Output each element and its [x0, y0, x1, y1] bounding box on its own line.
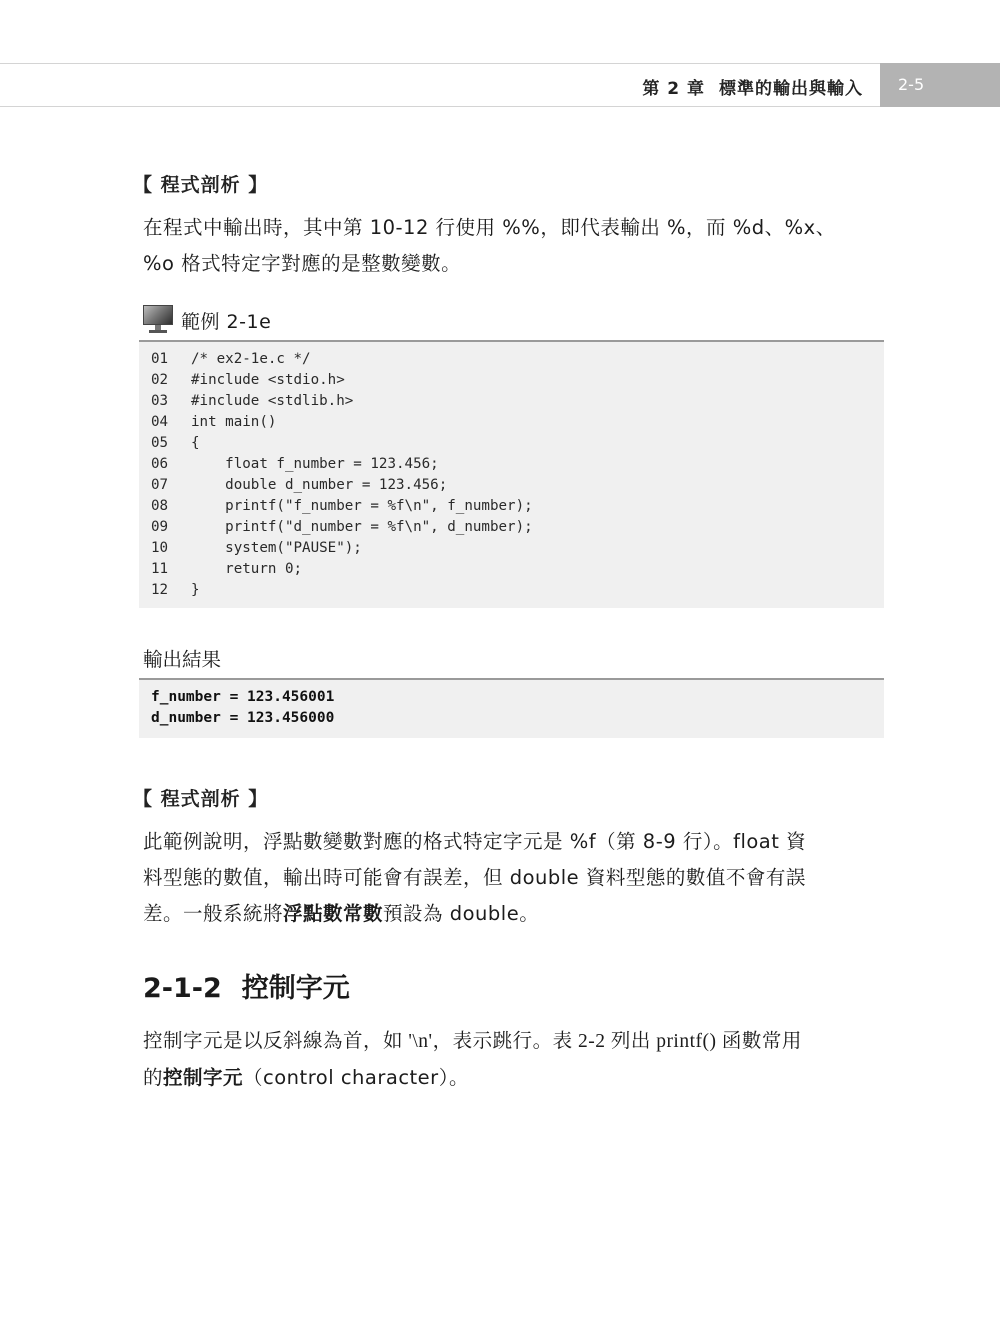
code-text: int main()	[191, 414, 277, 430]
section-number: 2-1-2	[143, 973, 222, 1004]
example-title	[143, 303, 271, 337]
code-line	[139, 349, 884, 370]
line-number: 03	[151, 393, 169, 409]
line-number: 07	[151, 477, 169, 493]
monitor-icon	[143, 305, 175, 335]
output-listing	[139, 678, 884, 738]
code-text: printf("d_number = %f\n", d_number);	[191, 519, 533, 535]
line-number: 11	[151, 561, 169, 577]
analysis-2-line-3: 差。一般系統將浮點數常數預設為 double。	[143, 902, 540, 925]
line-number: 10	[151, 540, 169, 556]
bold-term: 控制字元	[163, 1066, 244, 1089]
chapter-title: 標準的輸出與輸入	[719, 79, 863, 99]
code-line	[139, 475, 884, 496]
control-line-1: 控制字元是以反斜線為首，如 '\n'，表示跳行。表 2-2 列出 printf() 函數常用	[143, 1031, 802, 1052]
header-rule-top	[0, 63, 880, 64]
line-number: 12	[151, 582, 169, 598]
line-number: 05	[151, 435, 169, 451]
control-line-2: 的控制字元（control character）。	[143, 1066, 469, 1089]
analysis-1-line-2: %o 格式特定字對應的是整數變數。	[143, 252, 462, 275]
line-number: 09	[151, 519, 169, 535]
code-line	[139, 559, 884, 580]
code-text: float f_number = 123.456;	[191, 456, 439, 472]
code-listing	[139, 340, 884, 608]
bold-term: 浮點數常數	[283, 902, 384, 925]
chapter-label: 第 2 章	[642, 79, 705, 99]
line-number: 01	[151, 351, 169, 367]
page-number: 2-5	[880, 63, 1000, 107]
code-text: {	[191, 435, 200, 451]
running-header	[642, 74, 863, 99]
code-text: }	[191, 582, 200, 598]
section-title: 控制字元	[241, 973, 350, 1004]
analysis-heading-2: 【 程式剖析 】	[133, 788, 269, 810]
code-text: return 0;	[191, 561, 303, 577]
header-rule-bottom	[0, 106, 880, 107]
analysis-2-line-2: 料型態的數值，輸出時可能會有誤差，但 double 資料型態的數值不會有誤	[143, 866, 806, 889]
code-line	[139, 433, 884, 454]
analysis-heading-1: 【 程式剖析 】	[133, 174, 269, 196]
section-heading	[143, 966, 350, 1005]
code-text: system("PAUSE");	[191, 540, 362, 556]
analysis-paragraph-1	[143, 210, 885, 282]
code-line	[139, 496, 884, 517]
analysis-2-line-1: 此範例說明，浮點數變數對應的格式特定字元是 %f（第 8-9 行）。float 資	[143, 830, 807, 853]
code-line	[139, 517, 884, 538]
code-text: #include <stdlib.h>	[191, 393, 354, 409]
code-line	[139, 580, 884, 601]
output-line: f_number = 123.456001	[151, 689, 335, 705]
line-number: 04	[151, 414, 169, 430]
code-text: double d_number = 123.456;	[191, 477, 448, 493]
line-number: 08	[151, 498, 169, 514]
output-title: 輸出結果	[143, 648, 222, 671]
line-number: 06	[151, 456, 169, 472]
code-line	[139, 538, 884, 559]
code-line	[139, 370, 884, 391]
code-text: #include <stdio.h>	[191, 372, 345, 388]
code-text: /* ex2-1e.c */	[191, 351, 311, 367]
analysis-1-line-1: 在程式中輸出時，其中第 10-12 行使用 %%，即代表輸出 %，而 %d、%x、	[143, 216, 836, 239]
code-line	[139, 412, 884, 433]
code-line	[139, 454, 884, 475]
line-number: 02	[151, 372, 169, 388]
code-text: printf("f_number = %f\n", f_number);	[191, 498, 533, 514]
output-line: d_number = 123.456000	[151, 710, 335, 726]
code-line	[139, 391, 884, 412]
analysis-paragraph-2	[143, 824, 885, 932]
example-label: 範例 2-1e	[181, 310, 272, 333]
control-paragraph	[143, 1024, 885, 1096]
